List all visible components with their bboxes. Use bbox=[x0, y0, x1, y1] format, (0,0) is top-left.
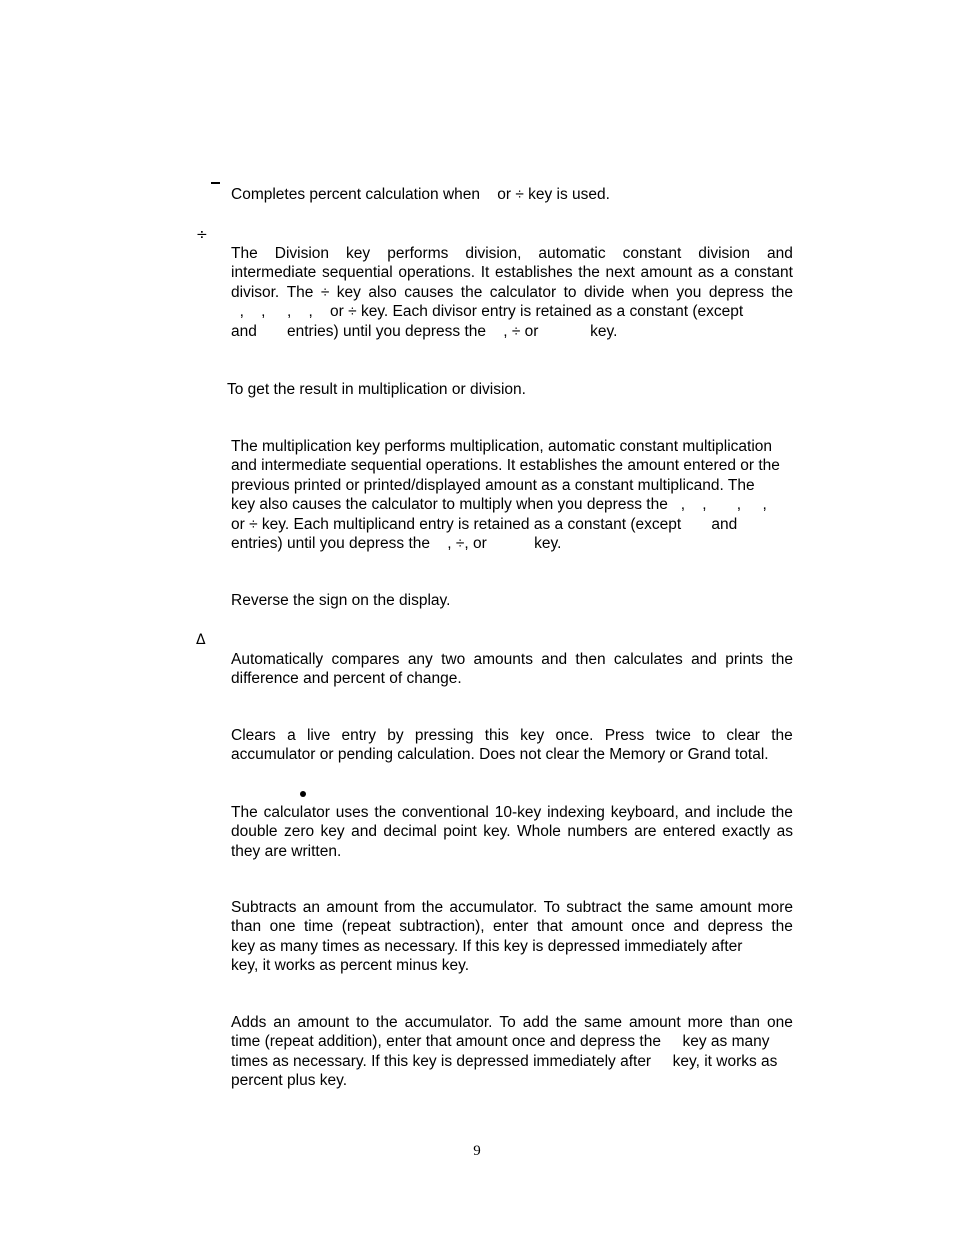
text-line: divisor. The ÷ key also causes the calculator to divide when you depress the bbox=[231, 283, 793, 301]
text-line: Subtracts an amount from the accumulator. To subtract the same amount more bbox=[231, 899, 793, 916]
text-line: key as many times as necessary. If this key is depressed immediately after bbox=[231, 937, 743, 955]
text-line: or ÷ key. Each multiplicand entry is retained as a constant (except and bbox=[231, 515, 738, 533]
text-line: The multiplication key performs multiplication, automatic constant multiplication bbox=[231, 438, 773, 455]
text-line: times as necessary. If this key is depressed immediately after key, it works as bbox=[231, 1052, 778, 1070]
text-line: Completes percent calculation when or ÷ key is used. bbox=[231, 186, 610, 203]
text-line: Automatically compares any two amounts and then calculates and prints the bbox=[231, 651, 793, 668]
text-line: double zero key and decimal point key. Whole numbers are entered exactly as bbox=[231, 823, 793, 841]
text-line: Clears a live entry by pressing this key once. Press twice to clear the bbox=[231, 727, 793, 744]
equals-description: To get the result in multiplication or division. bbox=[227, 381, 526, 398]
divide-symbol-icon: ÷ bbox=[196, 227, 208, 243]
text-line: time (repeat addition), enter that amount once and depress the key as many bbox=[231, 1033, 770, 1051]
percent-key-mark bbox=[211, 182, 220, 184]
decimal-point-icon bbox=[300, 791, 306, 797]
text-line: , , , , or ÷ key. Each divisor entry is retained as a constant (except bbox=[231, 303, 744, 321]
text-line: previous printed or printed/displayed amount as a constant multiplicand. The bbox=[231, 476, 755, 494]
page-number: 9 bbox=[473, 1143, 481, 1159]
delta-symbol-icon: Δ bbox=[196, 632, 206, 648]
text-line: key also causes the calculator to multiply when you depress the , , , , bbox=[231, 496, 767, 514]
division-description bbox=[231, 244, 793, 341]
numeric-keys-description bbox=[231, 803, 793, 861]
text-line: The Division key performs division, automatic constant division and bbox=[231, 245, 793, 262]
minus-description bbox=[231, 898, 793, 976]
plus-description bbox=[231, 1013, 793, 1091]
percent-description bbox=[231, 185, 793, 204]
text-line: key, it works as percent minus key. bbox=[231, 957, 470, 975]
text-line: The calculator uses the conventional 10-key indexing keyboard, and include the bbox=[231, 804, 793, 821]
text-line: percent plus key. bbox=[231, 1072, 348, 1090]
text-line: Adds an amount to the accumulator. To add the same amount more than one bbox=[231, 1014, 793, 1031]
text-line: than one time (repeat subtraction), enter that amount once and depress the bbox=[231, 918, 793, 936]
clear-entry-description bbox=[231, 726, 793, 765]
delta-percent-description bbox=[231, 650, 793, 689]
text-line: entries) until you depress the , ÷, or key. bbox=[231, 535, 562, 553]
text-line: difference and percent of change. bbox=[231, 670, 462, 688]
text-line: and entries) until you depress the , ÷ or key. bbox=[231, 322, 618, 340]
text-line: accumulator or pending calculation. Does not clear the Memory or Grand total. bbox=[231, 746, 769, 764]
multiplication-description bbox=[231, 437, 793, 553]
text-line: and intermediate sequential operations. It establishes the amount entered or the bbox=[231, 457, 780, 475]
text-line: intermediate sequential operations. It establishes the next amount as a constant bbox=[231, 264, 793, 282]
sign-change-description: Reverse the sign on the display. bbox=[231, 592, 451, 609]
text-line: they are written. bbox=[231, 842, 342, 860]
